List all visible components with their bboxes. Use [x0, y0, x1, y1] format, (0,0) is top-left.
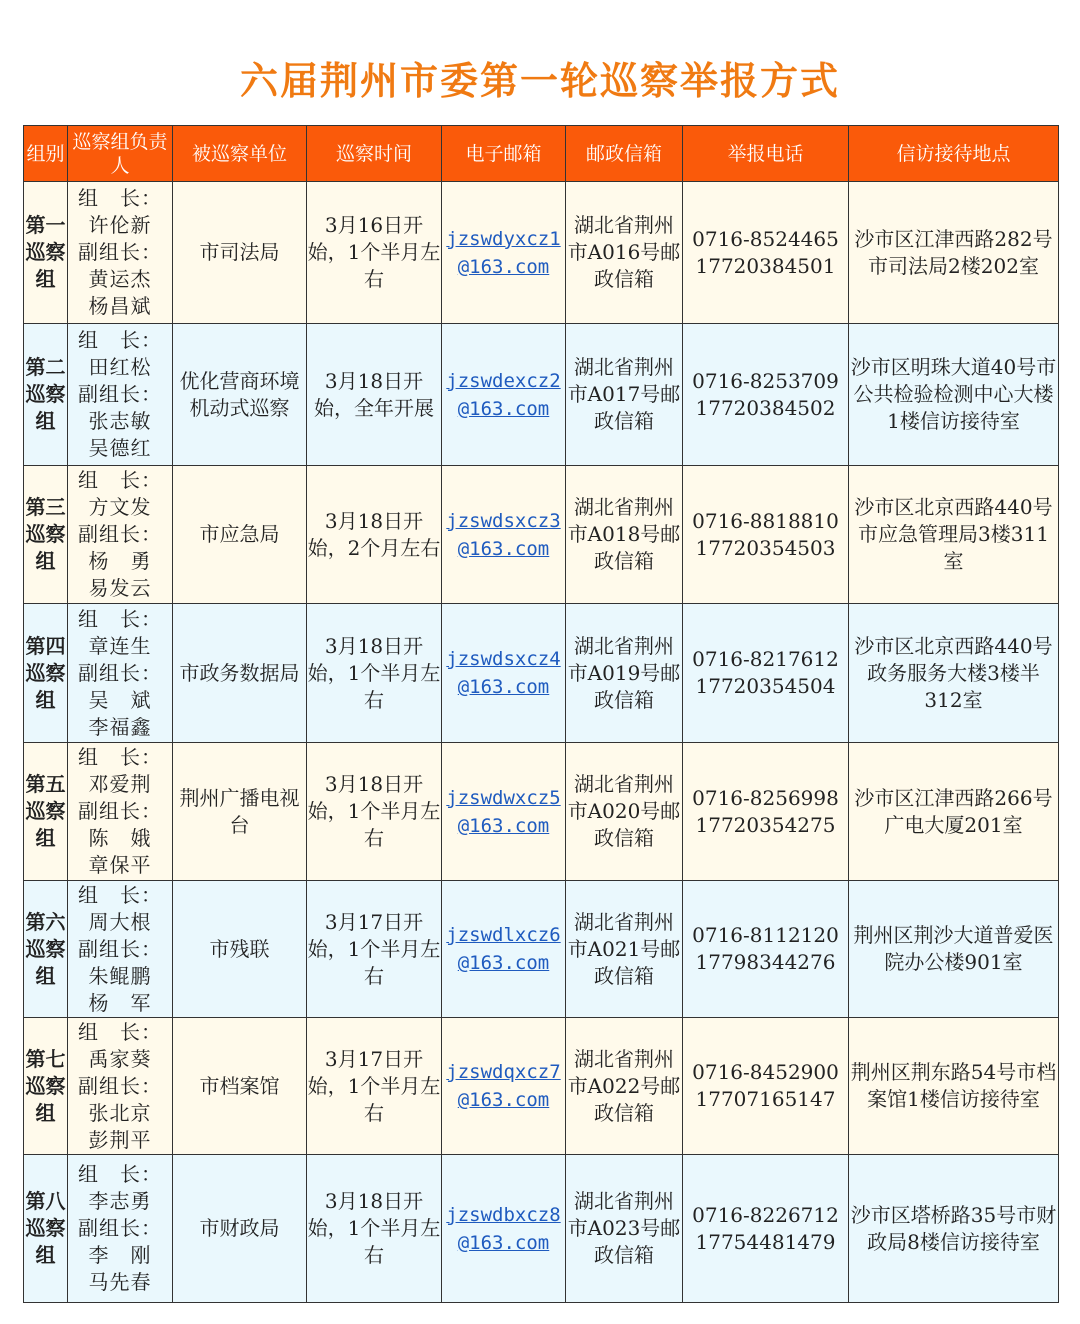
leader-line: 章连生 — [88, 633, 152, 658]
header-address: 信访接待地点 — [849, 126, 1059, 182]
unit-cell: 市财政局 — [173, 1155, 307, 1303]
header-group: 组别 — [24, 126, 68, 182]
table-row — [24, 881, 1059, 1018]
email-link[interactable]: jzswdyxcz1@163.com — [446, 227, 561, 278]
leader-line: 方文发 — [88, 495, 152, 519]
table-row — [24, 466, 1059, 604]
phone-landline: 0716-8253709 — [692, 368, 839, 393]
leader-line: 邓爱荆 — [88, 772, 152, 796]
leader-line: 组 长： — [78, 745, 162, 769]
leader-line: 副组长： — [78, 382, 162, 406]
leader-line: 组 长： — [78, 468, 162, 492]
phone-cell — [683, 466, 849, 604]
header-mailbox: 邮政信箱 — [566, 126, 683, 182]
email-cell — [442, 324, 566, 466]
address-cell: 沙市区北京西路440号市应急管理局3楼311室 — [849, 466, 1059, 604]
leader-line: 杨昌斌 — [88, 294, 152, 318]
table-row — [24, 743, 1059, 881]
table-row — [24, 1155, 1059, 1303]
leader-line: 田红松 — [88, 355, 152, 379]
leader-line: 马先春 — [88, 1270, 152, 1294]
email-cell — [442, 1018, 566, 1155]
group-cell: 第七巡察组 — [24, 1018, 68, 1155]
phone-cell — [683, 1155, 849, 1303]
group-cell: 第五巡察组 — [24, 743, 68, 881]
leader-line: 杨 勇 — [88, 549, 152, 573]
phone-cell — [683, 604, 849, 743]
phone-landline: 0716-8452900 — [692, 1060, 839, 1084]
group-cell: 第四巡察组 — [24, 604, 68, 743]
mailbox-cell: 湖北省荆州市A023号邮政信箱 — [566, 1155, 683, 1303]
leaders-cell — [68, 1018, 173, 1155]
unit-cell: 市残联 — [173, 881, 307, 1018]
unit-cell: 优化营商环境机动式巡察 — [173, 324, 307, 466]
phone-landline: 0716-8226712 — [692, 1202, 839, 1227]
email-link[interactable]: jzswdbxcz8@163.com — [446, 1203, 561, 1254]
leader-line: 彭荆平 — [88, 1127, 152, 1152]
header-phone: 举报电话 — [683, 126, 849, 182]
phone-mobile: 17754481479 — [695, 1229, 836, 1254]
phone-cell — [683, 324, 849, 466]
leader-line: 组 长： — [78, 1162, 162, 1186]
leader-line: 副组长： — [78, 936, 162, 961]
mailbox-cell: 湖北省荆州市A021号邮政信箱 — [566, 881, 683, 1018]
phone-landline: 0716-8818810 — [692, 508, 839, 533]
email-cell — [442, 466, 566, 604]
mailbox-cell: 湖北省荆州市A022号邮政信箱 — [566, 1018, 683, 1155]
email-link[interactable]: jzswdsxcz3@163.com — [446, 509, 561, 560]
address-cell: 沙市区江津西路282号市司法局2楼202室 — [849, 182, 1059, 324]
leader-line: 陈 娥 — [88, 826, 152, 850]
mailbox-cell: 湖北省荆州市A019号邮政信箱 — [566, 604, 683, 743]
address-cell: 沙市区江津西路266号广电大厦201室 — [849, 743, 1059, 881]
phone-landline: 0716-8112120 — [692, 923, 839, 947]
table-row — [24, 324, 1059, 466]
group-cell: 第一巡察组 — [24, 182, 68, 324]
mailbox-cell: 湖北省荆州市A017号邮政信箱 — [566, 324, 683, 466]
phone-landline: 0716-8524465 — [692, 226, 839, 251]
unit-cell: 市政务数据局 — [173, 604, 307, 743]
email-cell — [442, 881, 566, 1018]
leaders-cell — [68, 881, 173, 1018]
leader-line: 杨 军 — [88, 990, 152, 1015]
phone-mobile: 17720384501 — [695, 253, 836, 278]
phone-landline: 0716-8217612 — [692, 647, 839, 671]
time-cell: 3月18日开始，全年开展 — [307, 324, 442, 466]
leader-line: 副组长： — [78, 799, 162, 823]
table-row — [24, 182, 1059, 324]
email-link[interactable]: jzswdlxcz6@163.com — [446, 924, 561, 974]
time-cell: 3月17日开始，1个半月左右 — [307, 881, 442, 1018]
leader-line: 吴德红 — [88, 436, 152, 460]
leader-line: 张志敏 — [88, 409, 152, 433]
phone-cell — [683, 182, 849, 324]
phone-mobile: 17720354504 — [695, 674, 836, 698]
email-link[interactable]: jzswdexcz2@163.com — [446, 369, 561, 420]
time-cell: 3月18日开始，1个半月左右 — [307, 743, 442, 881]
leader-line: 朱鲲鹏 — [88, 963, 152, 988]
phone-mobile: 17798344276 — [695, 950, 836, 974]
leader-line: 李志勇 — [88, 1189, 152, 1213]
address-cell: 荆州区荆东路54号市档案馆1楼信访接待室 — [849, 1018, 1059, 1155]
leader-line: 副组长： — [78, 1073, 162, 1098]
leader-line: 易发云 — [88, 576, 152, 600]
mailbox-cell: 湖北省荆州市A018号邮政信箱 — [566, 466, 683, 604]
leader-line: 副组长： — [78, 660, 162, 685]
address-cell: 沙市区塔桥路35号市财政局8楼信访接待室 — [849, 1155, 1059, 1303]
address-cell: 沙市区明珠大道40号市公共检验检测中心大楼1楼信访接待室 — [849, 324, 1059, 466]
email-link[interactable]: jzswdwxcz5@163.com — [446, 786, 561, 837]
time-cell: 3月18日开始，1个半月左右 — [307, 1155, 442, 1303]
leader-line: 组 长： — [78, 328, 162, 352]
email-link[interactable]: jzswdsxcz4@163.com — [446, 648, 561, 698]
leaders-cell — [68, 466, 173, 604]
phone-mobile: 17720354503 — [695, 535, 836, 560]
phone-cell — [683, 881, 849, 1018]
group-cell: 第二巡察组 — [24, 324, 68, 466]
time-cell: 3月18日开始，1个半月左右 — [307, 604, 442, 743]
time-cell: 3月17日开始，1个半月左右 — [307, 1018, 442, 1155]
group-cell: 第八巡察组 — [24, 1155, 68, 1303]
phone-landline: 0716-8256998 — [692, 785, 839, 810]
group-cell: 第六巡察组 — [24, 881, 68, 1018]
email-cell — [442, 1155, 566, 1303]
phone-cell — [683, 1018, 849, 1155]
leader-line: 组 长： — [78, 882, 162, 907]
leader-line: 禹家葵 — [88, 1046, 152, 1071]
leader-line: 组 长： — [78, 186, 162, 210]
leader-line: 章保平 — [88, 853, 152, 877]
address-cell: 沙市区北京西路440号政务服务大楼3楼半312室 — [849, 604, 1059, 743]
leader-line: 黄运杰 — [88, 267, 152, 291]
leaders-cell — [68, 182, 173, 324]
header-email: 电子邮箱 — [442, 126, 566, 182]
group-cell: 第三巡察组 — [24, 466, 68, 604]
leaders-cell — [68, 604, 173, 743]
page-title: 六届荆州市委第一轮巡察举报方式 — [239, 59, 840, 103]
leader-line: 副组长： — [78, 1216, 162, 1240]
phone-mobile: 17720384502 — [695, 395, 836, 420]
leader-line: 副组长： — [78, 522, 162, 546]
unit-cell: 市司法局 — [173, 182, 307, 324]
leader-line: 吴 斌 — [88, 687, 152, 712]
report-table — [23, 125, 1059, 1303]
leader-line: 许伦新 — [88, 213, 152, 237]
phone-mobile: 17720354275 — [695, 812, 836, 837]
leader-line: 李福鑫 — [88, 714, 152, 739]
unit-cell: 市档案馆 — [173, 1018, 307, 1155]
leader-line: 张北京 — [88, 1100, 152, 1125]
unit-cell: 荆州广播电视台 — [173, 743, 307, 881]
email-cell — [442, 604, 566, 743]
email-cell — [442, 743, 566, 881]
address-cell: 荆州区荆沙大道普爱医院办公楼901室 — [849, 881, 1059, 1018]
table-row — [24, 604, 1059, 743]
header-time: 巡察时间 — [307, 126, 442, 182]
phone-cell — [683, 743, 849, 881]
mailbox-cell: 湖北省荆州市A016号邮政信箱 — [566, 182, 683, 324]
mailbox-cell: 湖北省荆州市A020号邮政信箱 — [566, 743, 683, 881]
leader-line: 周大根 — [88, 909, 152, 934]
leader-line: 李 刚 — [88, 1243, 152, 1267]
table-header-row — [24, 126, 1059, 182]
email-link[interactable]: jzswdqxcz7@163.com — [446, 1061, 561, 1111]
email-cell — [442, 182, 566, 324]
table-row — [24, 1018, 1059, 1155]
leader-line: 组 长： — [78, 1019, 162, 1044]
header-unit: 被巡察单位 — [173, 126, 307, 182]
time-cell: 3月16日开始，1个半月左右 — [307, 182, 442, 324]
leader-line: 副组长： — [78, 240, 162, 264]
leader-line: 组 长： — [78, 606, 162, 631]
phone-mobile: 17707165147 — [695, 1087, 836, 1111]
unit-cell: 市应急局 — [173, 466, 307, 604]
leaders-cell — [68, 743, 173, 881]
leaders-cell — [68, 324, 173, 466]
header-leaders: 巡察组负责人 — [68, 126, 173, 182]
time-cell: 3月18日开始，2个月左右 — [307, 466, 442, 604]
leaders-cell — [68, 1155, 173, 1303]
